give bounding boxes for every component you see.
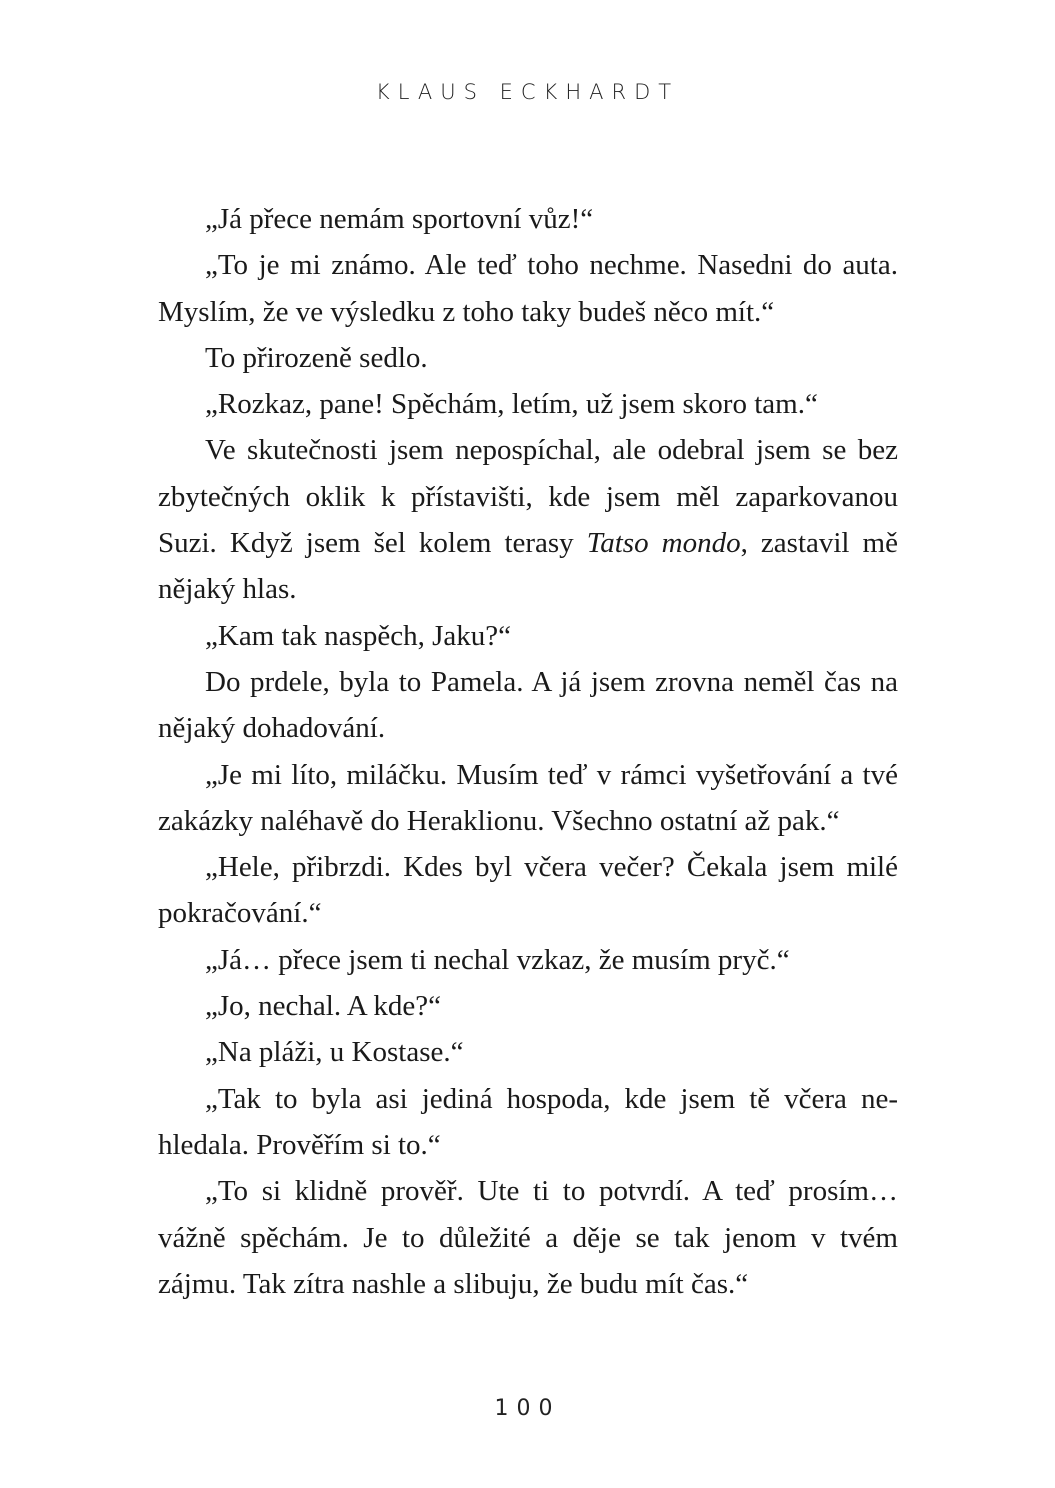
- paragraph: „To si klidně prověř. Ute ti to potvrdí. A teď prosím… vážně spěchám. Je to důležité a děje se tak jenom v tvém zájmu. Tak zítra nashle a slibuju, že budu mít čas.“: [158, 1175, 898, 1300]
- paragraph: „Je mi líto, miláčku. Musím teď v rámci vyšetřování a tvé zakázky naléhavě do Heraklionu. Všechno ostatní až pak.“: [158, 758, 898, 837]
- paragraph: Do prdele, byla to Pamela. A já jsem zrovna neměl čas na nějaký dohadování.: [158, 665, 898, 745]
- paragraph: „Na pláži, u Kostase.“: [205, 1036, 464, 1069]
- running-header-author: KLAUS ECKHARDT: [375, 80, 680, 104]
- paragraph: „Kam tak naspěch, Jaku?“: [205, 619, 511, 652]
- paragraph: „Jo, nechal. A kde?“: [205, 990, 441, 1023]
- italic-title: Tatso mondo: [586, 527, 741, 560]
- body-text: [158, 196, 898, 1307]
- paragraph: „Já… přece jsem ti nechal vzkaz, že musím pryč.“: [205, 943, 790, 976]
- page-number: 100: [494, 1396, 561, 1421]
- paragraph-text: Ve skutečnosti jsem nepospíchal, ale odebral jsem se bez zbytečných oklik k přístavišti, kde jsem měl zaparkovanou Suzi. Když jsem šel kolem terasy: [158, 434, 898, 560]
- paragraph: To přirozeně sedlo.: [205, 341, 428, 374]
- paragraph-with-italic: [158, 427, 898, 612]
- paragraph: „To je mi známo. Ale teď toho nechme. Nasedni do auta. Myslím, že ve výsledku z toho taky budeš něco mít.“: [158, 249, 898, 328]
- paragraph-text: , zastavil mě nějaký hlas.: [158, 527, 898, 606]
- paragraph: „Hele, přibrzdi. Kdes byl včera večer? Čekala jsem milé pokračování.“: [158, 851, 898, 930]
- paragraph: „Já přece nemám sportovní vůz!“: [205, 203, 594, 235]
- paragraph: „Tak to byla asi jediná hospoda, kde jsem tě včera nehledala. Prověřím si to.“: [158, 1082, 898, 1161]
- paragraph: „Rozkaz, pane! Spěchám, letím, už jsem skoro tam.“: [205, 388, 818, 421]
